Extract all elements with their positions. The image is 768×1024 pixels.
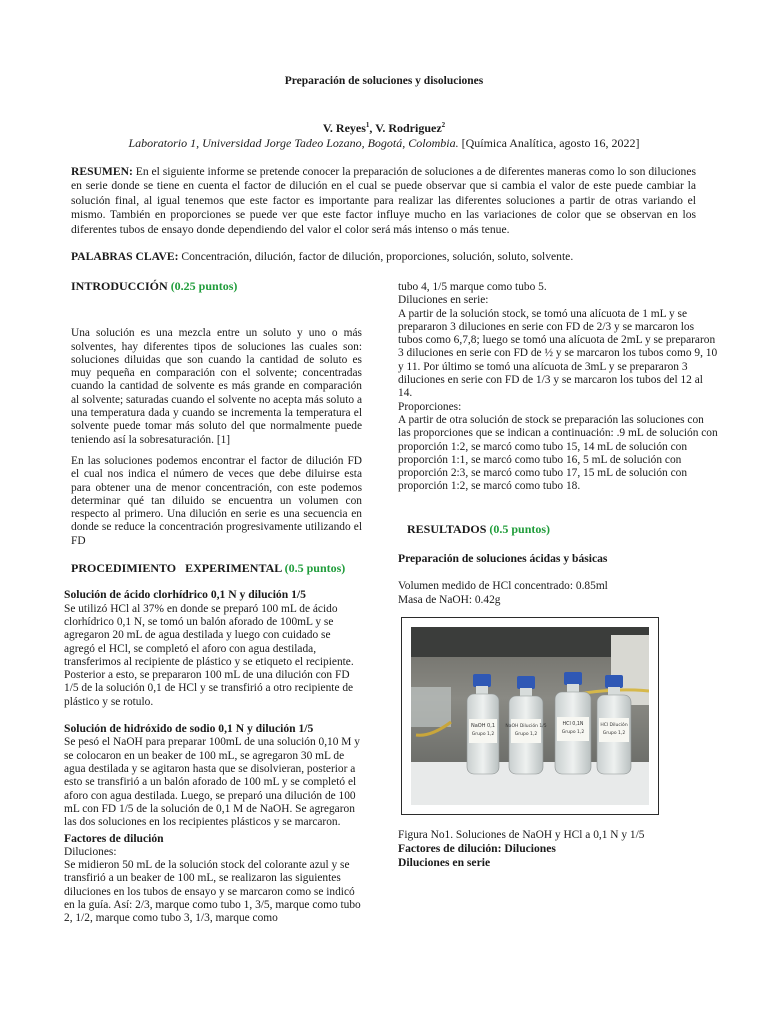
intro-paragraph-2: En las soluciones podemos encontrar el factor de dilución FD el cual nos indica el número de veces que debe diluirse esta para obtener una de menor concentración, con este podemos determinar qué tan diluido se encuentra un volumen con respecto al primero. Una dilución en serie es una secuencia en donde se reduce la concentración progresivamente utilizando el FD — [71, 454, 362, 547]
hcl-heading: Solución de ácido clorhídrico 0,1 N y dilución 1/5 — [64, 588, 306, 602]
bottles-photo — [411, 627, 649, 805]
diluciones-label: Diluciones: — [64, 845, 117, 858]
abstract-label: RESUMEN: — [71, 165, 133, 178]
bottle-2-label-line-1: NaOH Dilución 1/5 — [505, 723, 547, 729]
affiliation-line — [0, 136, 768, 151]
author-reyes: V. Reyes — [322, 121, 366, 135]
procedure-heading-text: PROCEDIMIENTO EXPERIMENTAL — [71, 561, 282, 576]
intro-heading-text: INTRODUCCIÓN — [71, 279, 168, 293]
authors-line — [0, 121, 768, 136]
factors-heading: Factores de dilución — [64, 832, 164, 846]
course-date: [Química Analítica, agosto 16, 2022] — [458, 136, 640, 150]
right-column — [398, 281, 718, 869]
abstract — [71, 165, 696, 237]
diluciones-continued: tubo 4, 1/5 marque como tubo 5. — [398, 281, 547, 293]
naoh-mass: Masa de NaOH: 0.42g — [398, 593, 501, 606]
bottle-1-label-line-2: Grupo 1,2 — [471, 731, 495, 737]
paper-title: Preparación de soluciones y disoluciones — [284, 75, 484, 87]
results-factors-heading: Factores de dilución: Diluciones — [398, 842, 556, 856]
bottle-4-label-line-1: HCl Dilución — [600, 722, 628, 728]
author-rodriguez: V. Rodriguez — [375, 121, 442, 135]
intro-points: (0.25 puntos) — [170, 279, 238, 293]
diluciones-text: Se midieron 50 mL de la solución stock del colorante azul y se transfirió a un beaker de 100 mL, se realizaron las siguientes diluciones en los tubos de ensayo y se marcaron como se indicó en la guía. Así: 2/3, marque como tubo 1, 3/5, marque como tubo 2, 1/2, marque como tubo 3, 1/3, marque como — [64, 858, 361, 925]
keywords-text: Concentración, dilución, factor de dilución, proporciones, solución, soluto, solvente. — [178, 250, 574, 263]
serie-label: Diluciones en serie: — [398, 294, 489, 307]
author-rodriguez-affil: 2 — [441, 121, 446, 129]
bottle-3-label-line-1: HCl 0,1N — [562, 721, 584, 727]
keywords-label: PALABRAS CLAVE: — [71, 250, 179, 263]
left-column — [64, 280, 362, 925]
bottle-2-label-line-2: Grupo 1,2 — [514, 731, 538, 737]
naoh-text: Se pesó el NaOH para preparar 100mL de una solución 0,10 M y se colocaron en un beaker de 100 mL, se agregaron 30 mL de agua destilada y se agitaron hasta que se disolvieran, posterior a esto se transfirió a un balón aforado de 100 mL y se completó el aforo con agua destilada. Luego, se preparó una dilución de 100 mL con FD 1/5 de la solución de 0,1 M de NaOH. Se agregaron las dos soluciones en los recipientes plásticos y se marcaron. — [64, 736, 360, 829]
keywords — [71, 250, 696, 264]
procedure-points: (0.5 puntos) — [284, 561, 346, 576]
serie-text: A partir de la solución stock, se tomó una alícuota de 1 mL y se prepararon 3 diluciones en serie con FD de 2/3 y se marcaron los tubos como 6,7,8; luego se tomó una alícuota de 2mL y se prepararon 3 diluciones en serie con FD de ½ y se marcaron los tubos como 9, 10 y 11. Por último se tomó una alícuota de 3mL y se prepararon 3 diluciones en serie con FD de 1/3 y se marcaron los tubos del 12 al 14. — [398, 307, 718, 400]
prop-label: Proporciones: — [398, 400, 462, 413]
hcl-text: Se utilizó HCl al 37% en donde se preparó 100 mL de ácido clorhídrico 0,1 N, se tomó un balón aforado de 100mL y se agregaron 20 mL de agua destilada y luego con cuidado se agregó el HCl, se completó el aforo con agua destilada, transferimos al recipiente de plástico y se etiqueto el recipiente. Posterior a esto, se prepararon 100 mL de una dilución con FD 1/5 de la solución 0,1 de HCl y se transfirió a otro recipiente de plástico y se rotulo. — [64, 602, 354, 708]
author-reyes-affil: 1 — [365, 121, 370, 129]
bottle-3-label-line-2: Grupo 1,2 — [561, 729, 585, 735]
results-subheading: Preparación de soluciones ácidas y básicas — [398, 552, 608, 566]
hcl-volume: Volumen medido de HCl concentrado: 0.85ml — [398, 580, 608, 593]
results-heading — [407, 523, 718, 536]
figure-caption: Figura No1. Soluciones de NaOH y HCl a 0,1 N y 1/5 — [398, 828, 645, 841]
intro-heading — [71, 280, 362, 293]
bottle-4-label-line-2: Grupo 1,2 — [602, 730, 626, 736]
results-points: (0.5 puntos) — [489, 521, 551, 536]
figure-photo-frame — [401, 617, 659, 815]
affiliation: Laboratorio 1, Universidad Jorge Tadeo Lozano, Bogotá, Colombia. — [128, 136, 459, 150]
intro-paragraph-1: Una solución es una mezcla entre un soluto y uno o más solventes, hay diferentes tipos de soluciones las cuales son: soluciones diluidas que son cuando la cantidad de soluto es muy pequeña en comparación con el solvente; concentradas cuando la cantidad de solvente es más grande en comparación al solvente; saturadas cuando el solvente no acepta más soluto a una temperatura dada y cuando se incrementa la temperatura el solvente puede tomar más soluto del que normalmente puede teniendo así la sobresaturación. [1] — [71, 327, 363, 446]
procedure-heading — [71, 562, 362, 575]
naoh-heading: Solución de hidróxido de sodio 0,1 N y dilución 1/5 — [64, 722, 314, 736]
results-serie-heading: Diluciones en serie — [398, 855, 491, 869]
results-heading-text: RESULTADOS — [407, 521, 487, 536]
author-separator: , — [369, 121, 376, 135]
abstract-text: En el siguiente informe se pretende conocer la preparación de soluciones a de diferentes maneras como lo son diluciones en serie donde se tiene en cuenta el factor de dilución en el cual se puede observar que si cambia el valor de este puede cambiar la solución final, al igual tenemos que este factor es importante para realizar las diferentes soluciones a partir de otras variando el mismo. También en proporciones se puede ver que este factor influye mucho en las variaciones de color que se observan en los diferentes tubos de ensayo donde dependiendo del valor el color será más intenso o más tenue. — [71, 165, 696, 236]
bottle-1-label-line-1: NaOH 0,1 — [470, 722, 496, 729]
prop-text: A partir de otra solución de stock se preparación las soluciones con las proporciones que se indican a continuación: .9 mL de solución con proporción 1:2, se marcó como tubo 15, 14 mL de solución con proporción 1:1, se marcó como tubo 16, 5 mL de solución con proporción 2:3, se marcó como tubo 17, 15 mL de solución con proporción 1:2, se marcó como tubo 18. — [398, 413, 718, 493]
